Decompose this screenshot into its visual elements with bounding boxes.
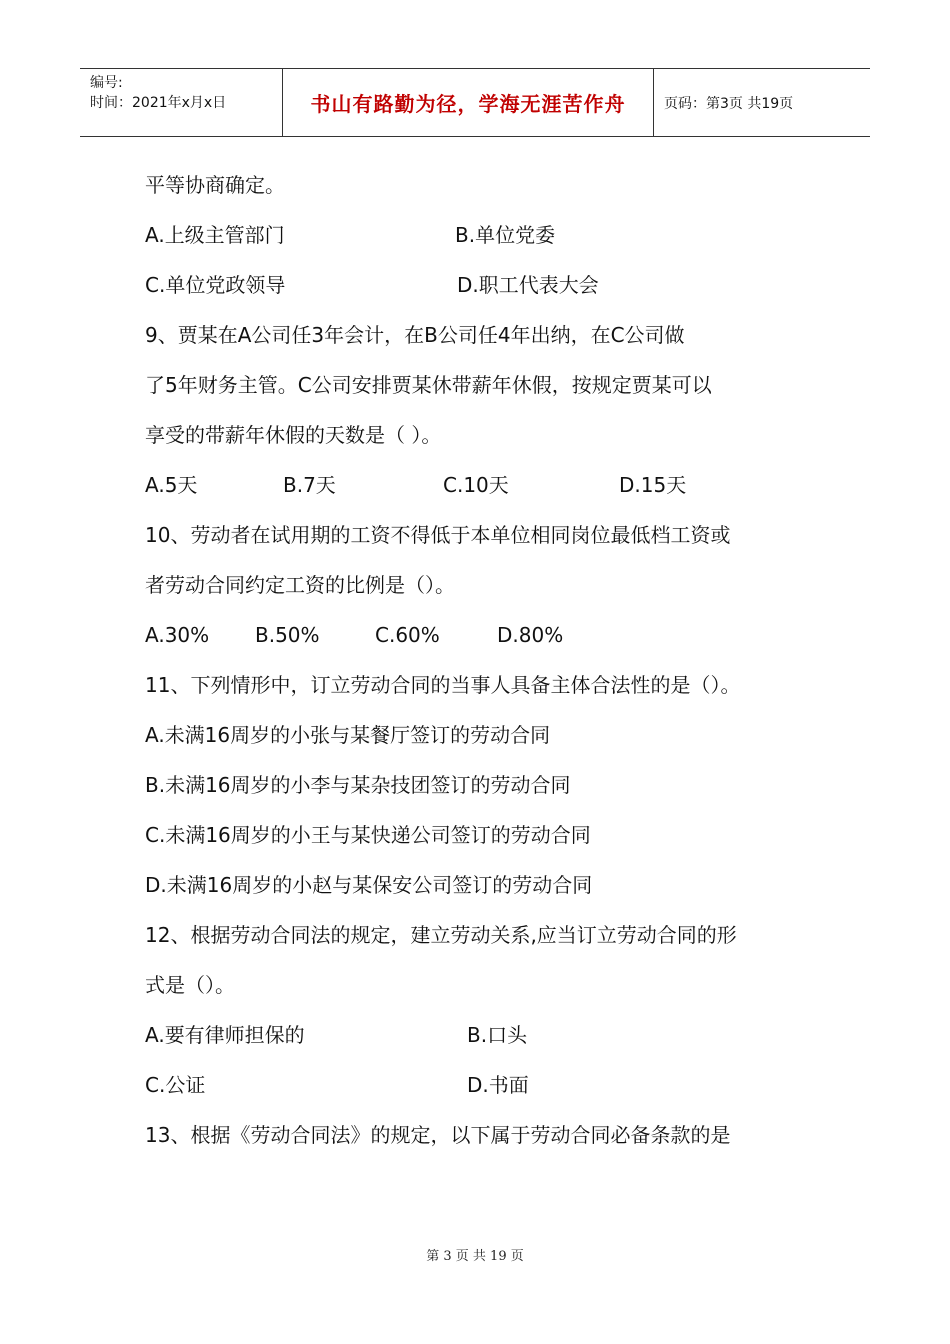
document-body (145, 160, 825, 1160)
text-line: 9、贾某在A公司任3年会计，在B公司任4年出纳，在C公司做 (145, 323, 685, 347)
text-line: 11、下列情形中，订立劳动合同的当事人具备主体合法性的是（）。 (145, 673, 741, 697)
answer-option: A.30% (145, 623, 210, 647)
document-id-label: 编号: (90, 75, 123, 91)
text-line: 者劳动合同约定工资的比例是（）。 (145, 573, 455, 597)
header-page-info: 页码：第3页 共19页 (664, 95, 794, 112)
text-line: B.未满16周岁的小李与某杂技团签订的劳动合同 (145, 773, 571, 797)
answer-option: B.口头 (467, 1023, 528, 1047)
answer-option: D.职工代表大会 (457, 273, 599, 297)
answer-option: A.上级主管部门 (145, 223, 285, 247)
option-row (145, 460, 825, 510)
page-footer: 第 3 页 共 19 页 (426, 1249, 524, 1264)
header-meta (80, 69, 282, 136)
text-line: 13、根据《劳动合同法》的规定，以下属于劳动合同必备条款的是 (145, 1123, 731, 1147)
document-date: 时间：2021年x月x日 (90, 95, 227, 111)
text-line: 式是（）。 (145, 973, 235, 997)
answer-option: C.公证 (145, 1073, 206, 1097)
option-row (145, 1060, 825, 1110)
answer-option: C.60% (375, 623, 440, 647)
page-header (80, 68, 870, 137)
option-row (145, 610, 825, 660)
text-line: 平等协商确定。 (145, 173, 285, 197)
answer-option: A.5天 (145, 473, 198, 497)
option-row (145, 1010, 825, 1060)
header-motto: 书山有路勤为径，学海无涯苦作舟 (282, 69, 654, 136)
answer-option: D.80% (497, 623, 564, 647)
option-row (145, 260, 825, 310)
answer-option: C.单位党政领导 (145, 273, 286, 297)
text-line: D.未满16周岁的小赵与某保安公司签订的劳动合同 (145, 873, 593, 897)
answer-option: C.10天 (443, 473, 509, 497)
answer-option: A.要有律师担保的 (145, 1023, 305, 1047)
answer-option: D.15天 (619, 473, 687, 497)
text-line: 10、劳动者在试用期的工资不得低于本单位相同岗位最低档工资或 (145, 523, 731, 547)
text-line: 享受的带薪年休假的天数是（ ）。 (145, 423, 442, 447)
text-line: 了5年财务主管。C公司安排贾某休带薪年休假，按规定贾某可以 (145, 373, 712, 397)
text-line: 12、根据劳动合同法的规定，建立劳动关系,应当订立劳动合同的形 (145, 923, 737, 947)
answer-option: B.单位党委 (455, 223, 556, 247)
answer-option: D.书面 (467, 1073, 529, 1097)
text-line: C.未满16周岁的小王与某快递公司签订的劳动合同 (145, 823, 591, 847)
answer-option: B.7天 (283, 473, 336, 497)
text-line: A.未满16周岁的小张与某餐厅签订的劳动合同 (145, 723, 551, 747)
option-row (145, 210, 825, 260)
answer-option: B.50% (255, 623, 320, 647)
